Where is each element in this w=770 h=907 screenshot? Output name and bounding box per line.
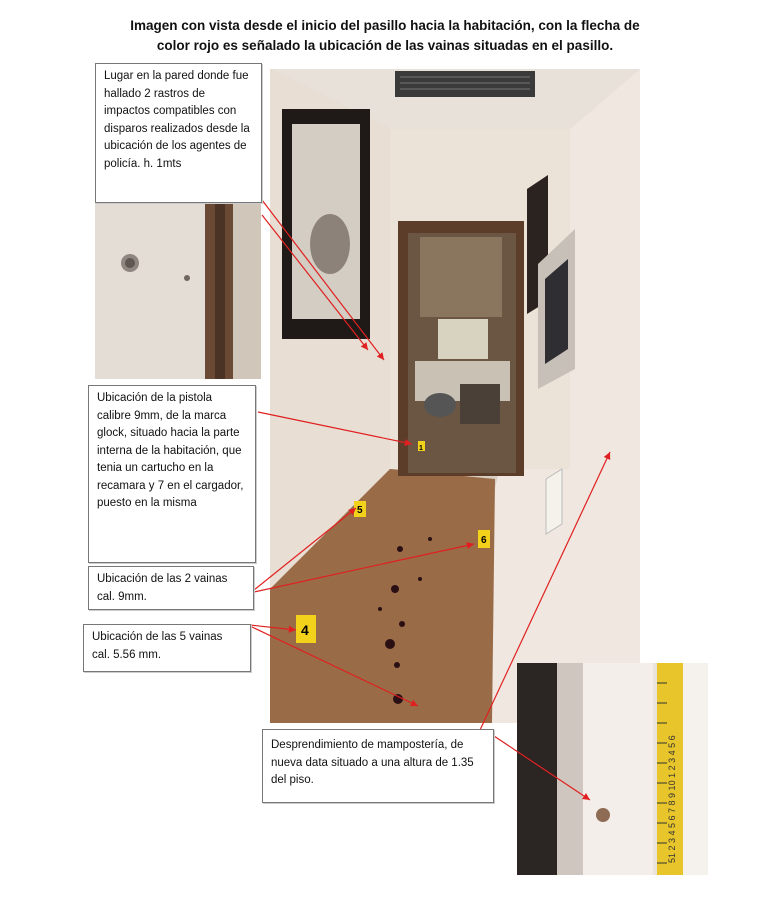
tape-numbers: 51 2 3 4 5 6 7 8 9 10 1 2 3 4 5 6 [667,735,677,863]
callout-masonry-text: Desprendimiento de mampostería, de nueva data situado a una altura de 1.35 del piso. [271,739,474,786]
arrow-556-2 [250,626,418,706]
title-line-2: color rojo es señalado la ubicación de las vainas situadas en el pasillo. [156,38,614,53]
arrow-pistol [258,412,412,444]
arrow-9mm-1 [254,508,356,590]
callout-pistol [88,385,256,563]
marker-4-label: 4 [301,622,309,638]
marker-1-label: 1 [419,445,423,452]
callout-five-casings-text: Ubicación de las 5 vainas cal. 5.56 mm. [92,631,223,661]
arrow-masonry-1 [480,452,610,730]
arrow-9mm-2 [254,544,474,592]
callout-wall-impacts [95,63,262,203]
callout-two-casings-text: Ubicación de las 2 vainas cal. 9mm. [97,573,228,603]
arrow-wall-impact-1 [262,200,384,360]
callout-wall-impacts-text: Lugar en la pared donde fue hallado 2 rastros de impactos compatibles con disparos realizados desde la ubicación de los agentes de policía. h. 1mts [104,70,250,170]
marker-6-label: 6 [481,535,487,546]
marker-5-label: 5 [357,505,363,516]
callout-pistol-text: Ubicación de la pistola calibre 9mm, de la marca glock, situado hacia la parte interna de la habitación, que tenia un cartucho en la recamara y 7 en el cargador, puesto en la misma [97,392,244,509]
callout-two-casings [88,566,254,610]
arrow-wall-impact-2 [262,215,368,350]
callout-masonry [262,729,494,803]
callout-five-casings [83,624,251,672]
title-line-1: Imagen con vista desde el inicio del pasillo hacia la habitación, con la flecha de [130,18,640,33]
arrow-masonry-2 [494,736,590,800]
